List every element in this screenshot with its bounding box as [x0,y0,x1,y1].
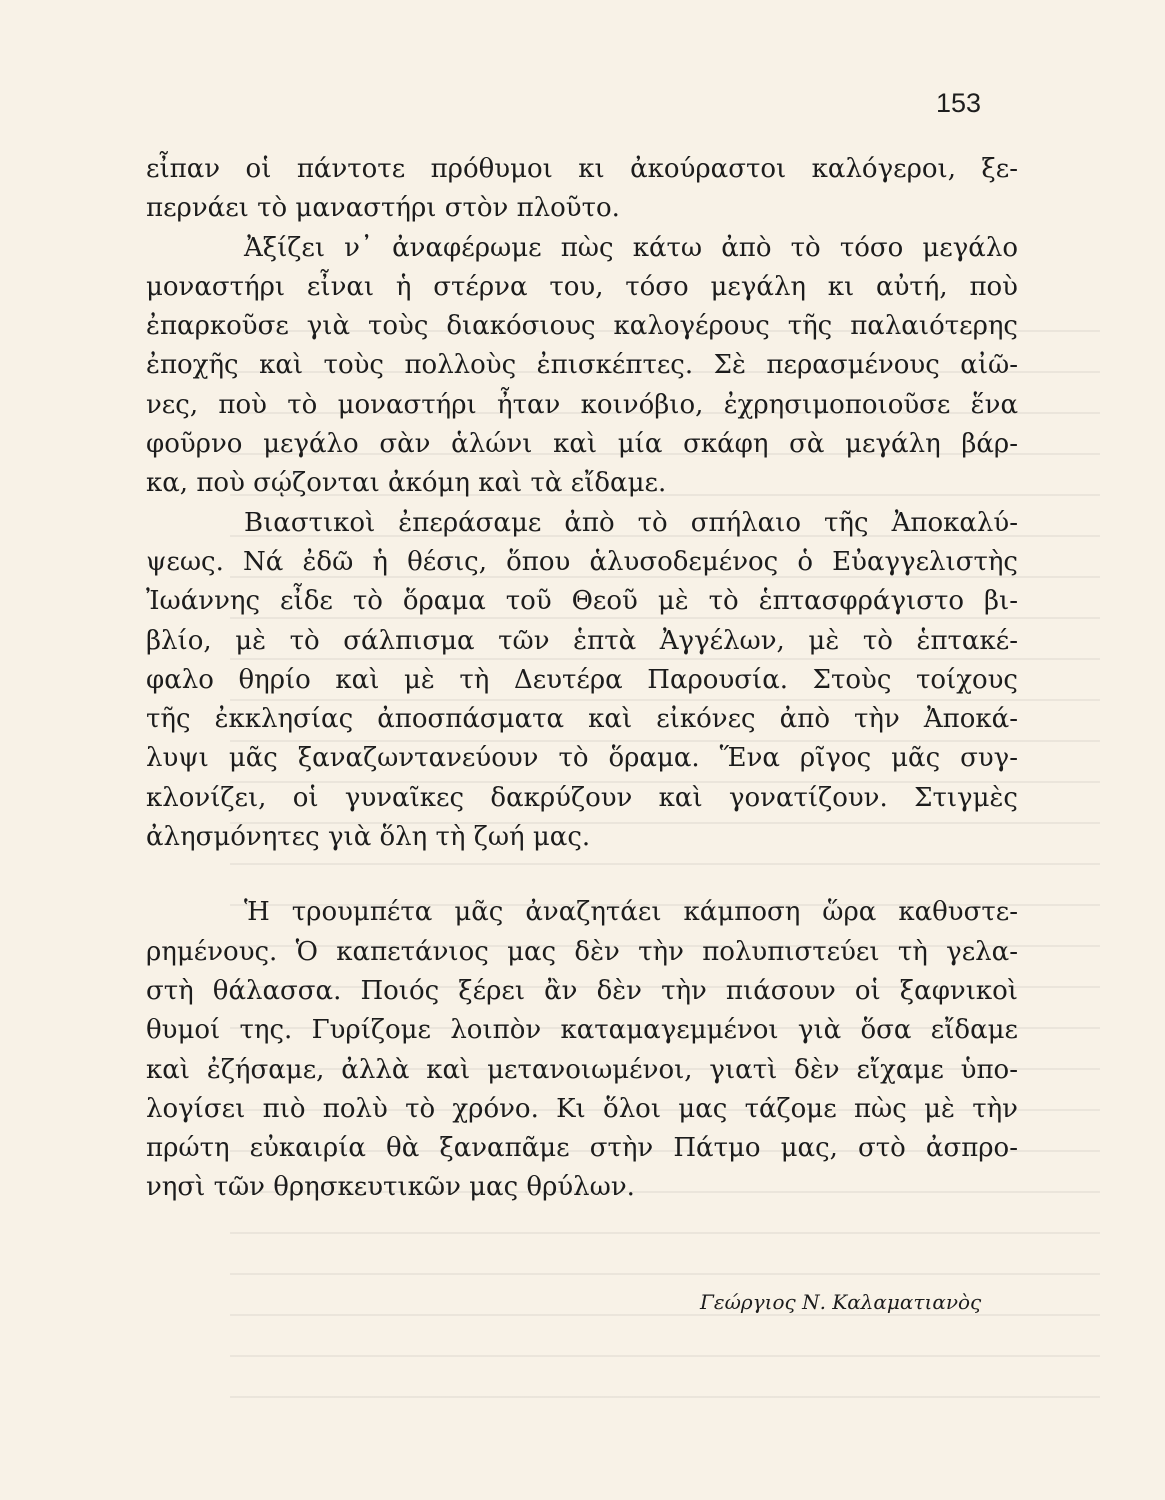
text-line: φαλο θηρίο καὶ μὲ τὴ Δευτέρα Παρουσία. Στοὺς τοίχους [146,664,1018,695]
page-number: 153 [936,88,982,118]
text-line: φοῦρνο μεγάλο σὰν ἁλώνι καὶ μία σκάφη σὰ μεγάλη βάρ- [146,429,1018,460]
text-line: λυψι μᾶς ξαναζωντανεύουν τὸ ὅραμα. Ἕνα ρῖγος μᾶς συγ- [146,743,1018,774]
text-line: πρώτη εὐκαιρία θὰ ξαναπᾶμε στὴν Πάτμο μας, στὸ ἀσπρο- [146,1133,1018,1164]
text-line: ψεως. Νά ἐδῶ ἡ θέσις, ὅπου ἁλυσοδεμένος ὁ Εὐαγγελιστὴς [146,546,1018,577]
text-line: Βιαστικοὶ ἐπεράσαμε ἀπὸ τὸ σπήλαιο τῆς Ἀποκαλύ- [244,507,1018,538]
text-line: περνάει τὸ μαναστήρι στὸν πλοῦτο. [146,193,620,224]
text-line: βλίο, μὲ τὸ σάλπισμα τῶν ἑπτὰ Ἀγγέλων, μὲ τὸ ἑπτακέ- [146,625,1018,656]
text-line: κλονίζει, οἱ γυναῖκες δακρύζουν καὶ γονατίζουν. Στιγμὲς [146,782,1018,813]
text-line: καὶ ἐζήσαμε, ἀλλὰ καὶ μετανοιωμένοι, γιατὶ δὲν εἴχαμε ὑπο- [146,1054,1018,1085]
text-line: τῆς ἐκκλησίας ἀποσπάσματα καὶ εἰκόνες ἀπὸ τὴν Ἀποκά- [146,704,1018,735]
text-line: μοναστήρι εἶναι ἡ στέρνα του, τόσο μεγάλη κι αὐτή, ποὺ [146,271,1018,302]
author-signature: Γεώργιος Ν. Καλαματιανὸς [700,1290,982,1314]
text-line: θυμοί της. Γυρίζομε λοιπὸν καταμαγεμμένοι γιὰ ὅσα εἴδαμε [146,1015,1018,1046]
text-line: ἐπαρκοῦσε γιὰ τοὺς διακόσιους καλογέρους τῆς παλαιότερης [146,311,1018,342]
body-text [146,150,1018,1208]
text-line: κα, ποὺ σῴζονται ἀκόμη καὶ τὰ εἴδαμε. [146,468,667,499]
section-gap [146,857,1018,893]
text-line: Ἡ τρουμπέτα μᾶς ἀναζητάει κάμποση ὥρα καθυστε- [244,897,1018,928]
text-line: νησὶ τῶν θρησκευτικῶν μας θρύλων. [146,1172,635,1203]
text-line: λογίσει πιὸ πολὺ τὸ χρόνο. Κι ὅλοι μας τάζομε πὼς μὲ τὴν [146,1093,1018,1124]
text-line: νες, ποὺ τὸ μοναστήρι ἦταν κοινόβιο, ἐχρησιμοποιοῦσε ἕνα [146,389,1018,420]
text-line: ρημένους. Ὁ καπετάνιος μας δὲν τὴν πολυπιστεύει τὴ γελα- [146,936,1018,967]
text-line: Ἀξίζει ν᾿ ἀναφέρωμε πὼς κάτω ἀπὸ τὸ τόσο μεγάλο [244,232,1018,263]
text-line: ἐποχῆς καὶ τοὺς πολλοὺς ἐπισκέπτες. Σὲ περασμένους αἰῶ- [146,350,1018,381]
text-line: στὴ θάλασσα. Ποιός ξέρει ἂν δὲν τὴν πιάσουν οἱ ξαφνικοὶ [146,975,1018,1006]
text-line: ἀλησμόνητες γιὰ ὅλη τὴ ζωή μας. [146,822,591,853]
text-line: εἶπαν οἱ πάντοτε πρόθυμοι κι ἀκούραστοι καλόγεροι, ξε- [146,154,1018,184]
text-line: Ἰωάννης εἶδε τὸ ὅραμα τοῦ Θεοῦ μὲ τὸ ἑπτασφράγιστο βι- [146,586,1018,617]
